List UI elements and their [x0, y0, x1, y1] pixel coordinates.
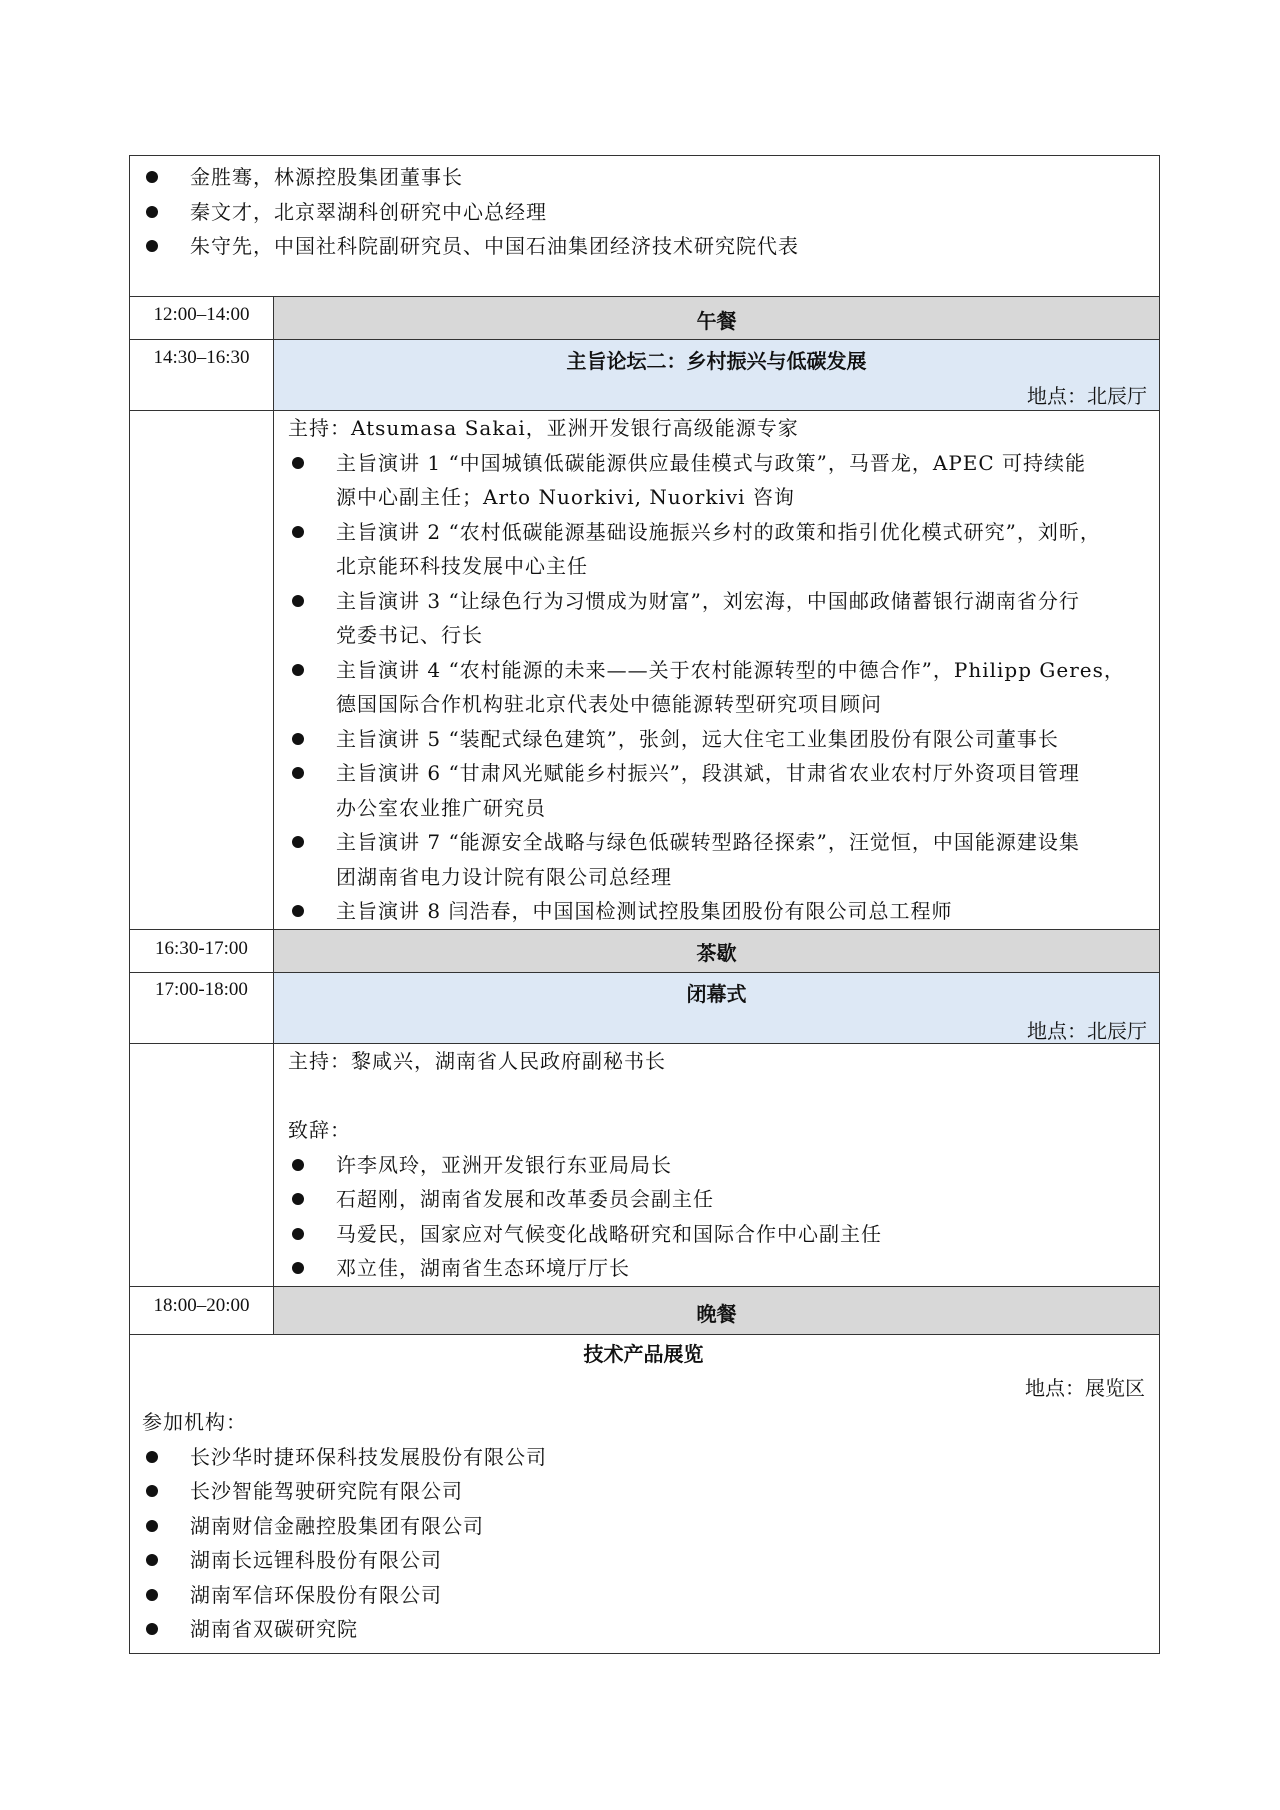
expo-content — [130, 1335, 1159, 1653]
speech-item — [288, 722, 1147, 757]
list-item-text: 长沙华时捷环保科技发展股份有限公司 — [190, 1444, 547, 1469]
time-cell-empty — [130, 411, 274, 929]
list-item-text: 长沙智能驾驶研究院有限公司 — [190, 1479, 463, 1503]
bullet-icon — [292, 1193, 304, 1205]
list-item-text: 金胜骞，林源控股集团董事长 — [190, 165, 463, 189]
speech-line: 主旨演讲 6 “甘肃风光赋能乡村振兴”，段淇斌，甘肃省农业农村厅外资项目管理 — [336, 761, 1080, 785]
bullet-icon — [292, 457, 304, 469]
list-item — [142, 1509, 1145, 1544]
tea-row — [130, 929, 1159, 972]
list-item — [142, 1474, 1145, 1509]
expo-location: 地点：展览区 — [1025, 1376, 1145, 1400]
host-line: 主持：黎咸兴，湖南省人民政府副秘书长 — [288, 1049, 666, 1073]
closing-header-row — [130, 972, 1159, 1043]
session-cell — [274, 1287, 1159, 1334]
speech-line: 主旨演讲 4 “农村能源的未来——关于农村能源转型的中德合作”，Philipp Geres， — [336, 657, 1125, 682]
bullet-icon — [292, 836, 304, 848]
speech-item — [288, 894, 1147, 929]
list-item — [142, 160, 1145, 195]
speech-item — [288, 584, 1147, 653]
speech-line: 主旨演讲 5 “装配式绿色建筑”，张剑，远大住宅工业集团股份有限公司董事长 — [336, 726, 1059, 751]
list-item — [142, 1543, 1145, 1578]
session-title: 闭幕式 — [686, 982, 747, 1006]
list-item — [288, 1182, 1147, 1217]
bullet-icon — [292, 664, 304, 676]
bullet-icon — [292, 1159, 304, 1171]
session-cell — [274, 297, 1159, 339]
list-item — [142, 229, 1145, 264]
session-location: 地点：北辰厅 — [1027, 1019, 1147, 1043]
expo-row — [130, 1334, 1159, 1653]
list-item — [142, 1578, 1145, 1613]
bullet-icon — [292, 767, 304, 779]
speech-item — [288, 653, 1147, 722]
list-item-text: 湖南省双碳研究院 — [190, 1617, 358, 1641]
list-item-text: 许李凤玲，亚洲开发银行东亚局局长 — [336, 1152, 672, 1177]
bullet-icon — [292, 1228, 304, 1240]
list-item-text: 湖南长远锂科股份有限公司 — [190, 1548, 442, 1572]
bullet-icon — [146, 206, 158, 218]
speech-item — [288, 446, 1147, 515]
time-cell: 17:00-18:00 — [130, 973, 274, 1043]
list-item-text: 石超刚，湖南省发展和改革委员会副主任 — [336, 1187, 714, 1211]
speech-line: 德国国际合作机构驻北京代表处中德能源转型研究项目顾问 — [336, 692, 882, 716]
bullet-icon — [146, 1554, 158, 1566]
speech-line: 党委书记、行长 — [336, 623, 483, 647]
speech-line: 主旨演讲 8 闫浩春，中国国检测试控股集团股份有限公司总工程师 — [336, 899, 953, 923]
session-cell — [274, 930, 1159, 972]
schedule-table — [129, 155, 1160, 1654]
forum2-content — [274, 411, 1159, 929]
speech-line: 源中心副主任；Arto Nuorkivi, Nuorkivi 咨询 — [336, 485, 795, 509]
speech-line: 办公室农业推广研究员 — [336, 795, 546, 820]
list-item-text: 朱守先，中国社科院副研究员、中国石油集团经济技术研究院代表 — [190, 234, 799, 258]
speech-line: 团湖南省电力设计院有限公司总经理 — [336, 864, 672, 889]
list-item-text: 秦文才，北京翠湖科创研究中心总经理 — [190, 199, 547, 224]
list-item-text: 邓立佳，湖南省生态环境厅厅长 — [336, 1256, 630, 1280]
list-item — [142, 1612, 1145, 1647]
list-item — [142, 1440, 1145, 1475]
bullet-icon — [292, 595, 304, 607]
speech-line: 主旨演讲 3 “让绿色行为习惯成为财富”，刘宏海，中国邮政储蓄银行湖南省分行 — [336, 588, 1080, 613]
top-speakers-list — [130, 156, 1159, 296]
list-item — [142, 195, 1145, 230]
closing-content-row — [130, 1043, 1159, 1286]
time-cell: 16:30-17:00 — [130, 930, 274, 972]
speech-list — [288, 446, 1147, 929]
speech-item — [288, 515, 1147, 584]
orgs-label: 参加机构： — [142, 1410, 247, 1434]
host-line: 主持：Atsumasa Sakai，亚洲开发银行高级能源专家 — [288, 416, 799, 440]
speech-line: 主旨演讲 7 “能源安全战略与绿色低碳转型路径探索”，汪觉恒，中国能源建设集 — [336, 830, 1080, 854]
closing-content — [274, 1044, 1159, 1286]
lunch-row — [130, 296, 1159, 339]
list-item — [288, 1148, 1147, 1183]
list-item-text: 湖南军信环保股份有限公司 — [190, 1582, 442, 1607]
speech-item — [288, 825, 1147, 894]
spacer — [288, 1079, 1147, 1114]
time-cell: 12:00–14:00 — [130, 297, 274, 339]
time-cell: 18:00–20:00 — [130, 1287, 274, 1334]
session-location: 地点：北辰厅 — [1027, 384, 1147, 408]
session-cell — [274, 340, 1159, 410]
speech-line: 主旨演讲 2 “农村低碳能源基础设施振兴乡村的政策和指引优化模式研究”，刘昕， — [336, 519, 1101, 544]
forum2-header-row — [130, 339, 1159, 410]
time-cell-empty — [130, 1044, 274, 1286]
session-title: 晚餐 — [696, 1302, 737, 1326]
bullet-icon — [146, 1485, 158, 1497]
speech-item — [288, 756, 1147, 825]
list-item-text: 湖南财信金融控股集团有限公司 — [190, 1513, 484, 1538]
list-item-text: 马爱民，国家应对气候变化战略研究和国际合作中心副主任 — [336, 1221, 882, 1246]
list-item — [288, 1217, 1147, 1252]
bullet-icon — [146, 1520, 158, 1532]
bullet-icon — [292, 905, 304, 917]
session-cell — [274, 973, 1159, 1043]
bullet-icon — [146, 1589, 158, 1601]
bullet-icon — [292, 526, 304, 538]
bullet-icon — [292, 733, 304, 745]
session-title: 茶歇 — [696, 941, 737, 965]
bullet-icon — [146, 240, 158, 252]
list-item — [288, 1251, 1147, 1286]
expo-title: 技术产品展览 — [583, 1342, 704, 1366]
bullet-icon — [146, 171, 158, 183]
bullet-icon — [292, 1262, 304, 1274]
time-cell: 14:30–16:30 — [130, 340, 274, 410]
session-title: 午餐 — [696, 309, 737, 333]
forum2-content-row — [130, 410, 1159, 929]
bullet-icon — [146, 1623, 158, 1635]
bullet-icon — [146, 1451, 158, 1463]
session-title: 主旨论坛二：乡村振兴与低碳发展 — [566, 349, 867, 373]
dinner-row — [130, 1286, 1159, 1334]
speech-line: 北京能环科技发展中心主任 — [336, 554, 588, 578]
speech-line: 主旨演讲 1 “中国城镇低碳能源供应最佳模式与政策”，马晋龙，APEC 可持续能 — [336, 450, 1087, 475]
top-speakers-row — [130, 156, 1159, 296]
address-label: 致辞： — [288, 1118, 351, 1142]
